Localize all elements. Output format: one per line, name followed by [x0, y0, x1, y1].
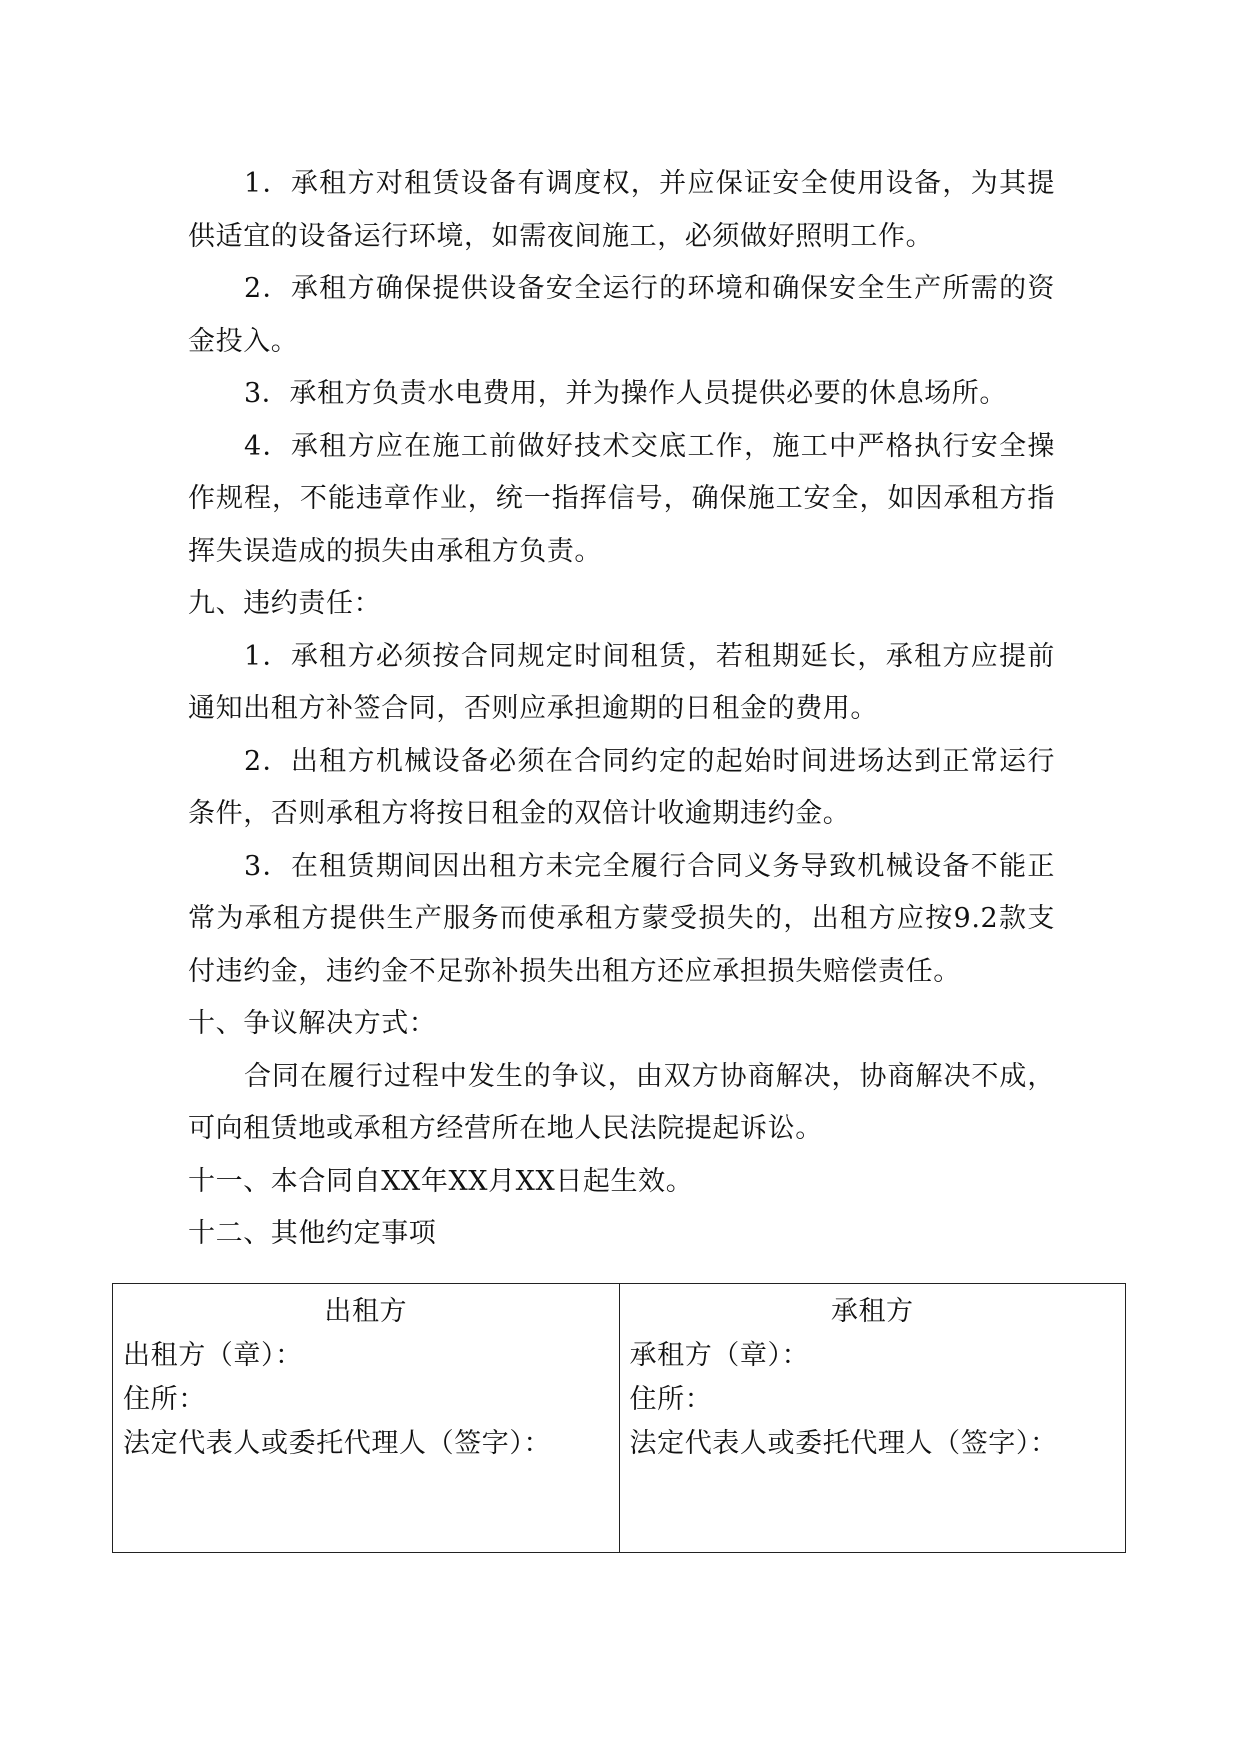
lessee-seal-label: 承租方（章）：	[629, 1340, 810, 1371]
clause-10-text: 合同在履行过程中发生的争议，由双方协商解决，协商解决不成，可向租赁地或承租方经营所在地人民法院提起诉讼。	[188, 1060, 1055, 1144]
lessor-address-label: 住所：	[123, 1384, 206, 1415]
section-11-heading: 十一、本合同自XX年XX月XX日起生效。	[188, 1165, 694, 1197]
clause-8-item-4: 4．承租方应在施工前做好技术交底工作，施工中严格执行安全操作规程，不能违章作业，统一指挥信号，确保施工安全，如因承租方指挥失误造成的损失由承租方负责。	[188, 430, 1055, 567]
contract-body	[188, 158, 1055, 1261]
lessee-representative-label: 法定代表人或委托代理人（签字）：	[629, 1428, 1058, 1459]
clause-9-item-3: 3．在租赁期间因出租方未完全履行合同义务导致机械设备不能正常为承租方提供生产服务而使承租方蒙受损失的，出租方应按9.2款支付违约金，违约金不足弥补损失出租方还应承担损失赔偿责任。	[188, 850, 1055, 987]
signature-table	[112, 1283, 1126, 1553]
clause-9-item-1: 1．承租方必须按合同规定时间租赁，若租期延长，承租方应提前通知出租方补签合同，否则应承担逾期的日租金的费用。	[188, 640, 1055, 724]
lessee-cell	[619, 1284, 1126, 1553]
clause-9-item-2: 2．出租方机械设备必须在合同约定的起始时间进场达到正常运行条件，否则承租方将按日租金的双倍计收逾期违约金。	[188, 745, 1055, 829]
clause-8-item-1: 1．承租方对租赁设备有调度权，并应保证安全使用设备，为其提供适宜的设备运行环境，如需夜间施工，必须做好照明工作。	[188, 168, 1055, 252]
lessee-address-label: 住所：	[629, 1384, 713, 1415]
lessor-representative-label: 法定代表人或委托代理人（签字）：	[123, 1428, 552, 1459]
signature-row	[113, 1284, 1126, 1553]
clause-8-item-3: 3．承租方负责水电费用，并为操作人员提供必要的休息场所。	[244, 378, 1007, 409]
lessor-cell	[113, 1284, 620, 1553]
section-9-heading: 九、违约责任：	[188, 588, 382, 619]
lessor-seal-label: 出租方（章）：	[123, 1340, 303, 1371]
lessee-column	[620, 1290, 1126, 1552]
lessee-title: 承租方	[830, 1296, 914, 1327]
section-12-heading: 十二、其他约定事项	[188, 1218, 437, 1249]
clause-8-item-2: 2．承租方确保提供设备安全运行的环境和确保安全生产所需的资金投入。	[188, 273, 1055, 357]
lessor-title: 出租方	[324, 1296, 408, 1327]
section-10-heading: 十、争议解决方式：	[188, 1008, 437, 1039]
lessor-column	[113, 1290, 619, 1552]
